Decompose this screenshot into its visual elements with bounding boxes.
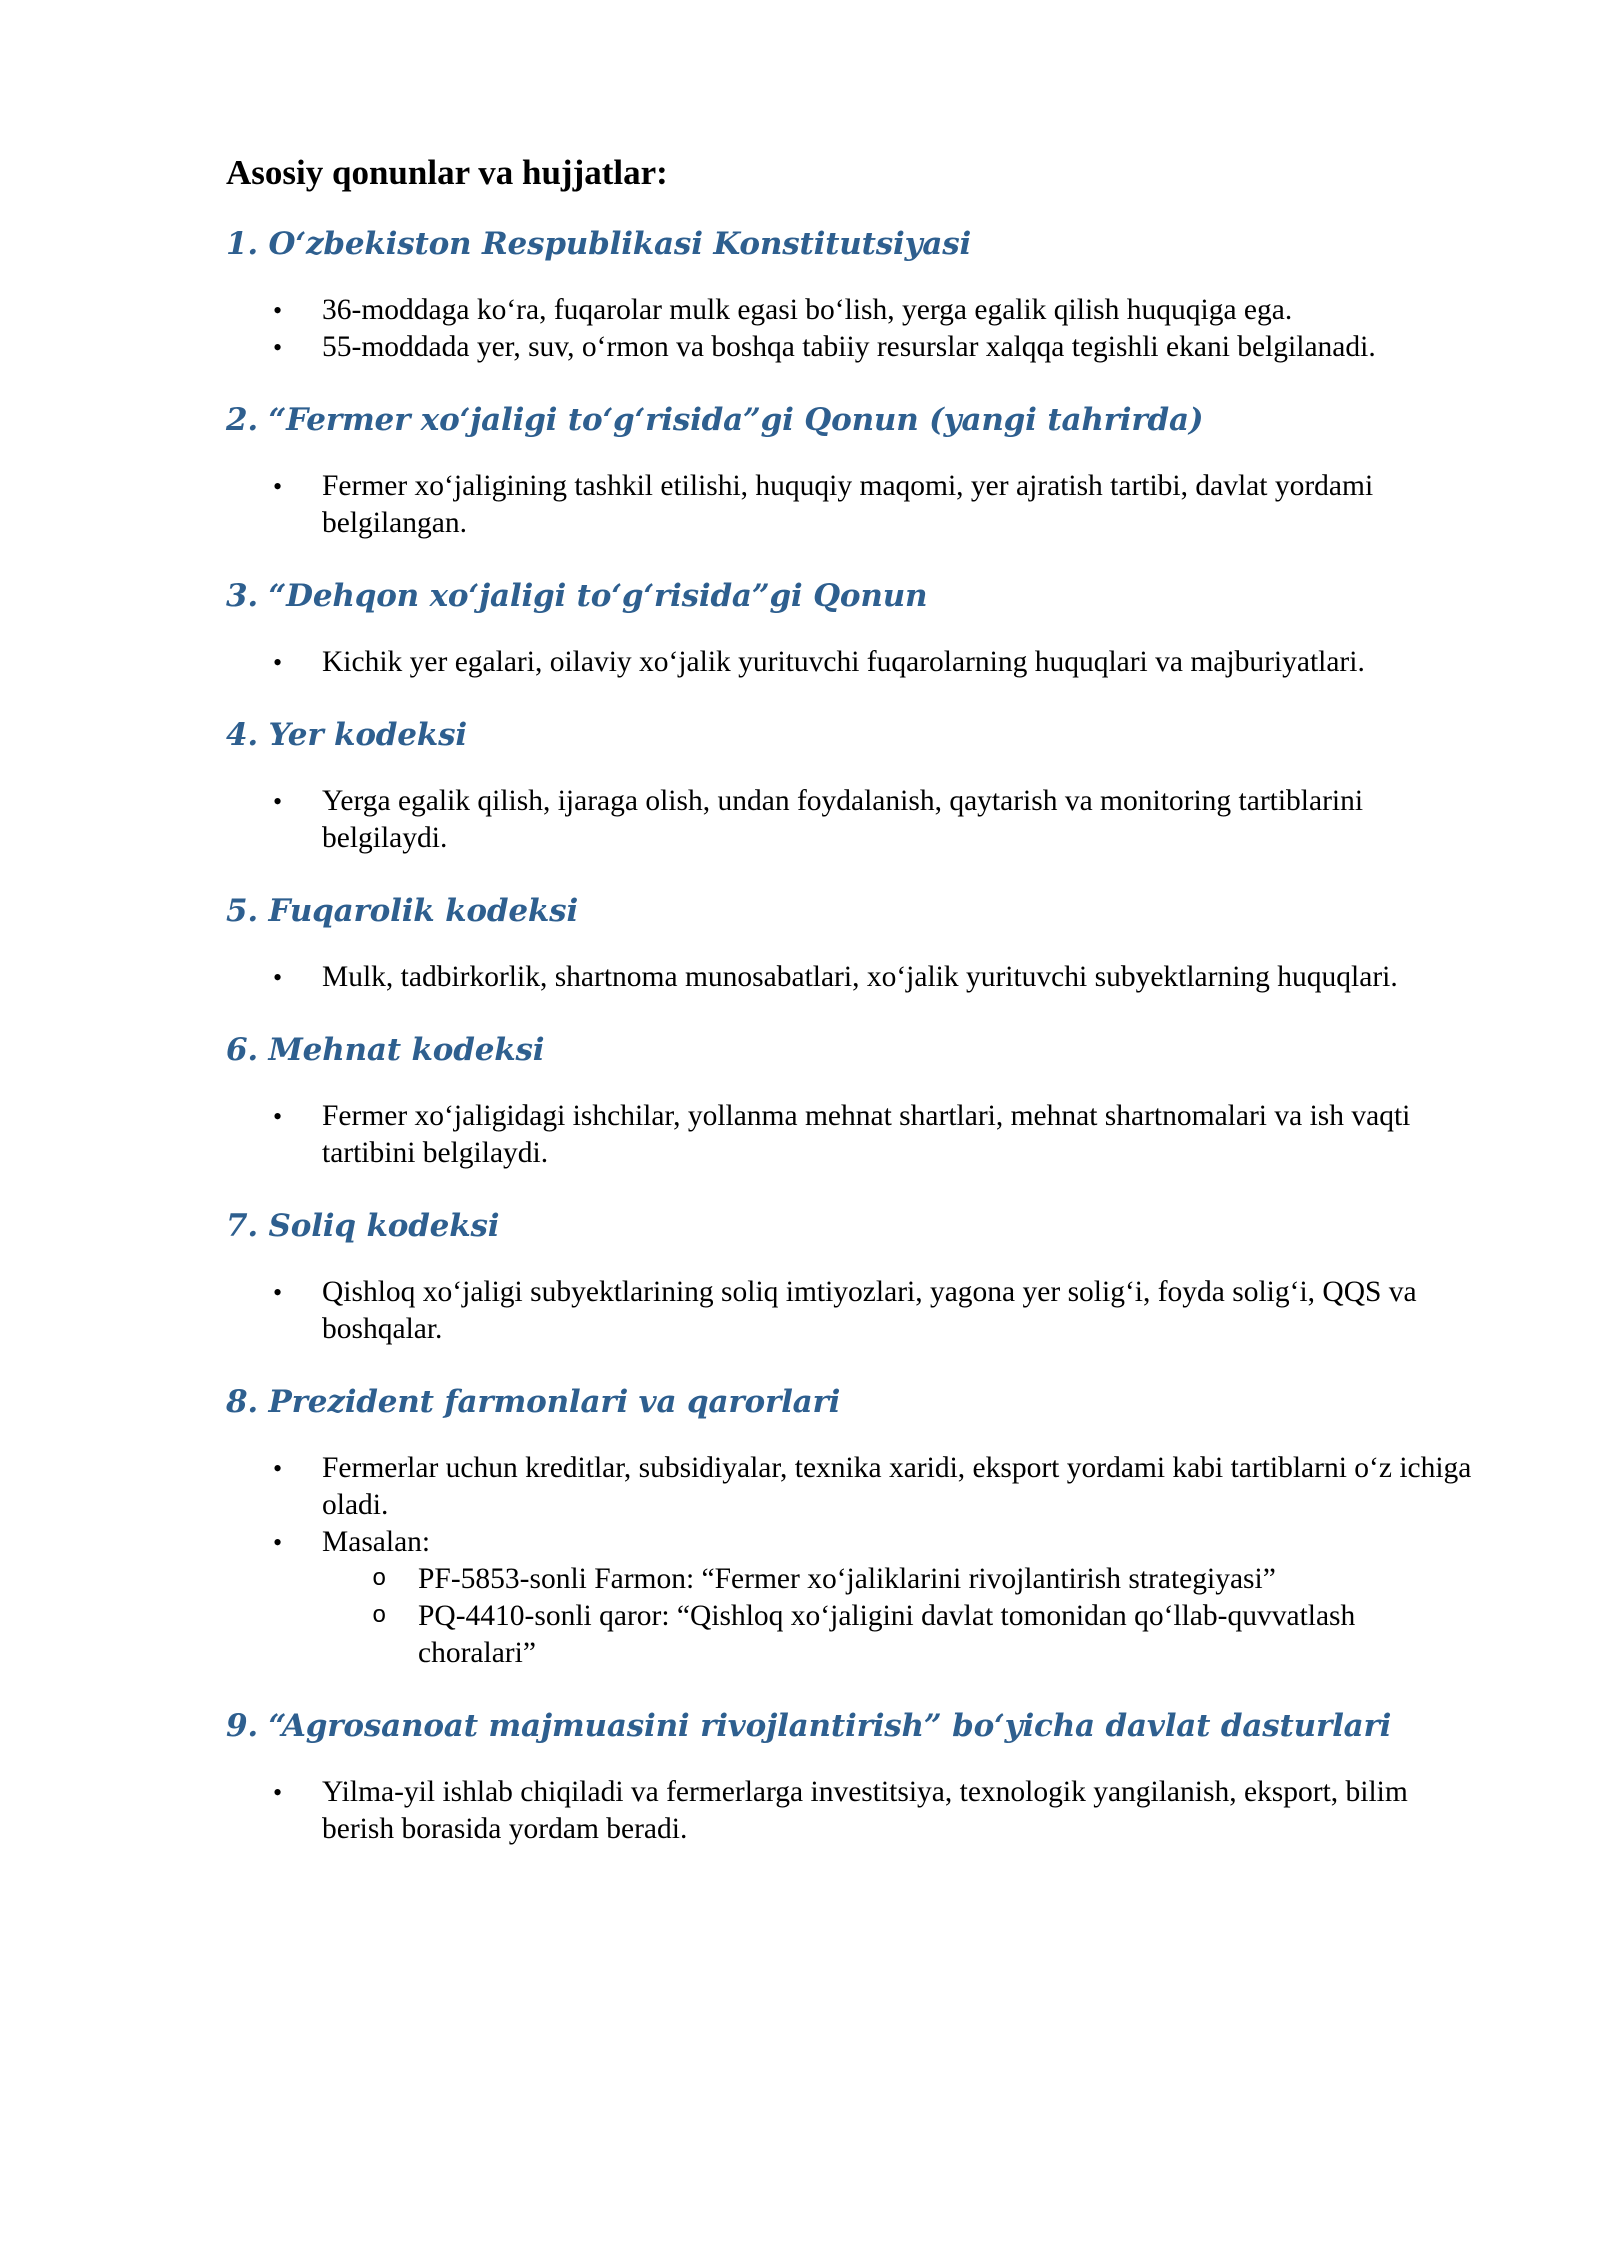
sub-list-item-text: PQ-4410-sonli qaror: “Qishloq xo‘jaligini davlat tomonidan qo‘llab-quvvatlash choralari”: [418, 1600, 1356, 1669]
list-item: [226, 1524, 1476, 1672]
sub-list: [322, 1561, 1476, 1672]
section-heading: 8. Prezident farmonlari va qarorlari: [226, 1384, 841, 1420]
section-9: [226, 1702, 1476, 1848]
list-item-text: Qishloq xo‘jaligi subyektlarining soliq imtiyozlari, yagona yer solig‘i, foyda solig‘i, QQS va boshqalar.: [322, 1276, 1417, 1345]
section-heading: 7. Soliq kodeksi: [226, 1208, 500, 1244]
section-heading: 6. Mehnat kodeksi: [226, 1032, 545, 1068]
sub-list-item: [322, 1561, 1476, 1598]
bullet-list: [226, 1098, 1476, 1172]
sub-list-item: [322, 1598, 1476, 1672]
section-heading: 3. “Dehqon xo‘jaligi to‘g‘risida”gi Qonun: [226, 578, 928, 614]
bullet-icon: •: [273, 648, 283, 677]
section-7: [226, 1202, 1476, 1348]
list-item: [226, 783, 1476, 857]
section-8: [226, 1378, 1476, 1672]
list-item: [226, 1098, 1476, 1172]
list-item-text: Yerga egalik qilish, ijaraga olish, undan foydalanish, qaytarish va monitoring tartiblarini belgilaydi.: [322, 785, 1364, 854]
section-5: [226, 887, 1476, 996]
circle-bullet-icon: o: [372, 1603, 387, 1630]
list-item-text: Fermerlar uchun kreditlar, subsidiyalar, texnika xaridi, eksport yordami kabi tartiblarni o‘z ichiga oladi.: [322, 1452, 1472, 1521]
list-item: [226, 959, 1476, 996]
bullet-icon: •: [273, 1278, 283, 1307]
list-item-text: Masalan:: [322, 1526, 431, 1558]
bullet-icon: •: [273, 472, 283, 501]
list-item: [226, 468, 1476, 542]
section-heading: 5. Fuqarolik kodeksi: [226, 893, 579, 929]
section-3: [226, 572, 1476, 681]
bullet-list: [226, 644, 1476, 681]
list-item-text: Mulk, tadbirkorlik, shartnoma munosabatlari, xo‘jalik yurituvchi subyektlarning huquqlari.: [322, 961, 1398, 993]
bullet-list: [226, 959, 1476, 996]
list-item: [226, 1774, 1476, 1848]
list-item: [226, 292, 1476, 329]
bullet-icon: •: [273, 963, 283, 992]
bullet-icon: •: [273, 1528, 283, 1557]
bullet-list: [226, 1774, 1476, 1848]
section-heading: 4. Yer kodeksi: [226, 717, 467, 753]
bullet-list: [226, 783, 1476, 857]
bullet-list: [226, 292, 1476, 366]
document-page: [226, 148, 1476, 1878]
bullet-list: [226, 1274, 1476, 1348]
bullet-icon: •: [273, 333, 283, 362]
list-item: [226, 1450, 1476, 1524]
section-4: [226, 711, 1476, 857]
section-1: [226, 220, 1476, 366]
bullet-icon: •: [273, 1454, 283, 1483]
section-heading: 1. O‘zbekiston Respublikasi Konstitutsiyasi: [226, 226, 972, 262]
document-title: Asosiy qonunlar va hujjatlar:: [226, 153, 668, 192]
list-item-text: Fermer xo‘jaligidagi ishchilar, yollanma mehnat shartlari, mehnat shartnomalari va ish vaqti tartibini belgilaydi.: [322, 1100, 1411, 1169]
list-item: [226, 329, 1476, 366]
bullet-icon: •: [273, 296, 283, 325]
list-item-text: Yilma-yil ishlab chiqiladi va fermerlarga investitsiya, texnologik yangilanish, eksport, bilim berish borasida yordam beradi.: [322, 1776, 1408, 1845]
bullet-icon: •: [273, 1102, 283, 1131]
section-heading: 9. “Agrosanoat majmuasini rivojlantirish” bo‘yicha davlat dasturlari: [226, 1708, 1392, 1744]
bullet-icon: •: [273, 787, 283, 816]
section-2: [226, 396, 1476, 542]
list-item: [226, 1274, 1476, 1348]
list-item-text: 55-moddada yer, suv, o‘rmon va boshqa tabiiy resurslar xalqqa tegishli ekani belgilanadi.: [322, 331, 1376, 363]
section-heading: 2. “Fermer xo‘jaligi to‘g‘risida”gi Qonun (yangi tahrirda): [226, 402, 1204, 438]
list-item: [226, 644, 1476, 681]
sub-list-item-text: PF-5853-sonli Farmon: “Fermer xo‘jaliklarini rivojlantirish strategiyasi”: [418, 1563, 1276, 1595]
list-item-text: Fermer xo‘jaligining tashkil etilishi, huquqiy maqomi, yer ajratish tartibi, davlat yordami belgilangan.: [322, 470, 1374, 539]
bullet-list: [226, 468, 1476, 542]
bullet-list: [226, 1450, 1476, 1672]
list-item-text: 36-moddaga ko‘ra, fuqarolar mulk egasi bo‘lish, yerga egalik qilish huquqiga ega.: [322, 294, 1293, 326]
bullet-icon: •: [273, 1778, 283, 1807]
section-6: [226, 1026, 1476, 1172]
circle-bullet-icon: o: [372, 1566, 387, 1593]
list-item-text: Kichik yer egalari, oilaviy xo‘jalik yurituvchi fuqarolarning huquqlari va majburiyatlari.: [322, 646, 1365, 678]
